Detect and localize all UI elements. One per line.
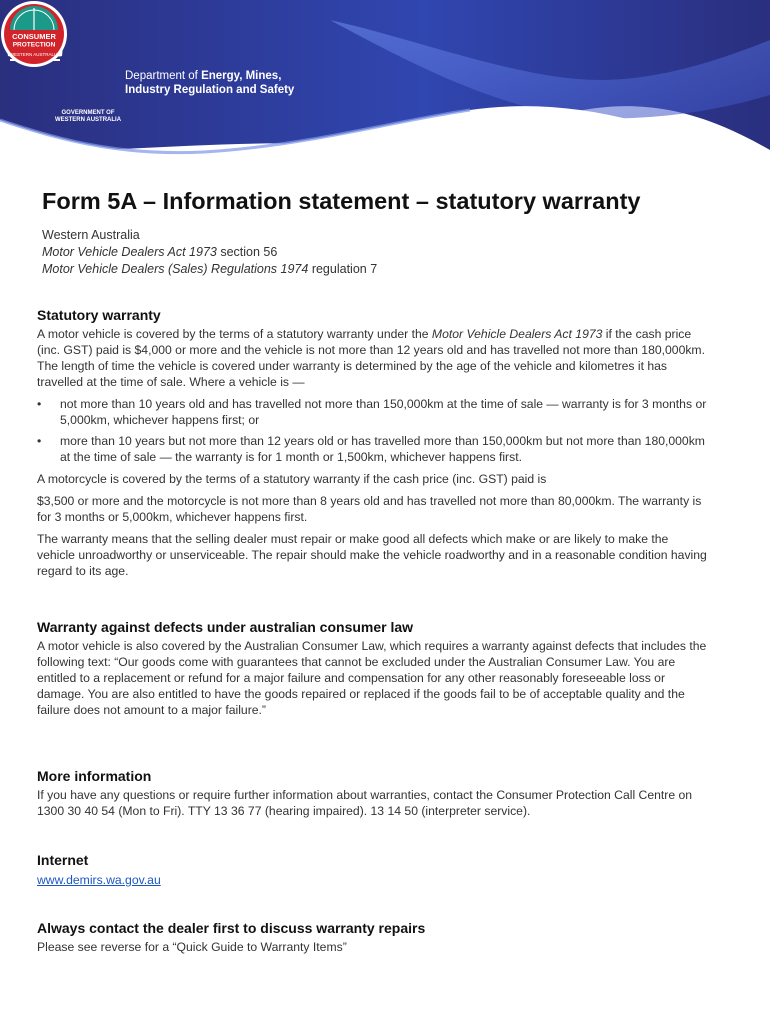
meta-regs: Motor Vehicle Dealers (Sales) Regulations 1974 [42, 262, 309, 276]
statutory-bullets [37, 396, 709, 465]
internet-heading: Internet [37, 852, 89, 868]
dept-name-line2: Industry Regulation and Safety [125, 84, 295, 96]
svg-text:WESTERN AUSTRALIA: WESTERN AUSTRALIA [9, 52, 59, 57]
page-title: Form 5A – Information statement – statutory warranty [42, 188, 641, 214]
list-item: • more than 10 years but not more than 12 years old or has travelled more than 150,000km but not more than 180,000km at the time of sale — the warranty is for 1 month or 1,500km, whichever happens first. [37, 433, 709, 465]
dept-prefix: Department of [125, 70, 202, 82]
consumer-law-heading: Warranty against defects under australian consumer law [37, 619, 414, 635]
contact-heading: Always contact the dealer first to discuss warranty repairs [37, 920, 426, 936]
department-name [125, 69, 365, 97]
consumer-protection-badge [0, 0, 68, 68]
statutory-paragraph-4: The warranty means that the selling dealer must repair or make good all defects which make or are likely to make the vehicle unroadworthy or unserviceable. The repair should make the vehicle roadworthy and in a reasonable condition having regard to its age. [37, 532, 707, 578]
section-more-information [37, 768, 709, 825]
statutory-p1-act: Motor Vehicle Dealers Act 1973 [431, 327, 603, 341]
statutory-paragraph-3: $3,500 or more and the motorcycle is not more than 8 years old and has travelled not more than 80,000km. The warranty is for 3 months or 5,000km, whichever happens first. [37, 494, 702, 524]
more-info-heading: More information [37, 768, 152, 784]
svg-text:PROTECTION: PROTECTION [12, 41, 56, 49]
website-link[interactable]: www.demirs.wa.gov.au [37, 873, 161, 887]
dept-name-line1: Energy, Mines, [201, 70, 282, 82]
gov-wa-label [46, 110, 130, 124]
section-contact-dealer [37, 920, 709, 961]
meta-act: Motor Vehicle Dealers Act 1973 [42, 245, 217, 259]
statutory-p1-start: A motor vehicle is covered by the terms of a statutory warranty under the [37, 327, 432, 341]
header-wave-graphic [0, 0, 770, 180]
svg-text:CONSUMER: CONSUMER [12, 32, 56, 41]
gov-line2: WESTERN AUSTRALIA [54, 117, 122, 123]
section-statutory-warranty [37, 307, 709, 585]
gov-line1: GOVERNMENT OF [61, 110, 115, 116]
consumer-law-paragraph: A motor vehicle is also covered by the Australian Consumer Law, which requires a warranty against defects that includes the following text: “Our goods come with guarantees that cannot be excluded under the Australian Consumer Law. You are entitled to a replacement or refund for a major failure and compensation for any other reasonably foreseeable loss or damage. You are also entitled to have the goods repaired or replaced if the goods fail to be of acceptable quality and the failure does not amount to a major failure.” [37, 639, 707, 717]
meta-act-section: section 56 [216, 245, 278, 259]
meta-state: Western Australia [42, 228, 140, 242]
meta-regs-section: regulation 7 [308, 262, 378, 276]
more-info-paragraph: If you have any questions or require further information about warranties, contact the Consumer Protection Call Centre on 1300 30 40 54 (Mon to Fri). TTY 13 36 77 (hearing impaired). 13 14 50 (interpreter service). [37, 788, 693, 818]
section-consumer-law [37, 619, 709, 724]
header-banner [0, 0, 770, 180]
statutory-heading: Statutory warranty [37, 307, 161, 323]
list-item: • not more than 10 years old and has travelled not more than 150,000km at the time of sale — warranty is for 3 months or 5,000km, whichever happens first; or [37, 396, 709, 428]
statutory-paragraph-2: A motorcycle is covered by the terms of a statutory warranty if the cash price (inc. GST) paid is [37, 472, 547, 486]
statutory-paragraph-1 [37, 326, 709, 390]
statutory-p1-end: if the cash price (inc. GST) paid is $4,000 or more and the vehicle is not more than 12 years old and has travelled not more than 180,000km. The length of time the vehicle is covered under warranty is determined by the age of the vehicle and kilometres it has travelled at the time of sale. Where a vehicle is — [37, 327, 705, 389]
section-internet [37, 852, 709, 889]
contact-paragraph: Please see reverse for a “Quick Guide to Warranty Items” [37, 940, 347, 954]
legislation-meta [42, 227, 377, 278]
